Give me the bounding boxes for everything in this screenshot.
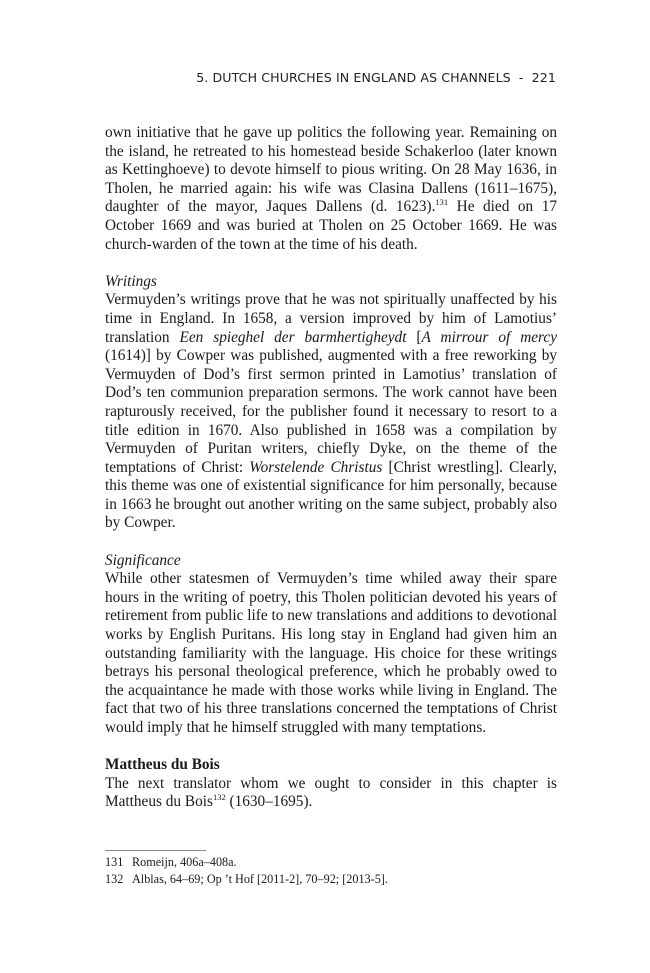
page-number: 221	[531, 70, 556, 85]
footnote-divider	[105, 850, 206, 851]
intro-paragraph	[105, 124, 557, 254]
running-header	[105, 70, 556, 85]
writings-text-1: Vermuyden’s writings prove that he was not spiritually unaffected by his time in England. In 1658, a version improved by him of Lamotius’ translation	[105, 291, 557, 346]
significance-paragraph: While other statesmen of Vermuyden’s time whiled away their spare hours in the writing of poetry, this Tholen politician devoted his years of retirement from public life to new translations and additions to devotional works by English Puritans. His long stay in England had given him an outstanding familiarity with the language. His choice for these writings betrays his personal theological preference, which he probably owed to the acquaintance he made with those works while living in England. The fact that two of his three translations concerned the temptations of Christ would imply that he himself struggled with many temptations.	[105, 570, 557, 736]
footnote-number: 131	[105, 855, 124, 869]
running-title: 5. DUTCH CHURCHES IN ENGLAND AS CHANNELS	[196, 70, 511, 85]
intro-text-2: He died on 17 October 1669 and was buried at Tholen on 25 October 1669. He was church-warden of the town at the time of his death.	[105, 198, 557, 253]
writings-paragraph	[105, 291, 557, 533]
writings-title-3: Worstelende Christus	[249, 458, 383, 476]
du-bois-text-2: (1630–1695).	[225, 793, 313, 811]
footnote-text: Romeijn, 406a–408a.	[132, 855, 237, 869]
writings-text-2: [	[406, 328, 422, 346]
du-bois-heading: Mattheus du Bois	[105, 756, 220, 774]
writings-title-1: Een spieghel der barmhertigheydt	[179, 328, 407, 346]
footnote	[105, 871, 557, 888]
footnote-ref-131[interactable]: 131	[435, 197, 449, 208]
du-bois-text-1: The next translator whom we ought to consider in this chapter is Mattheus du Bois	[105, 774, 557, 811]
footnote	[105, 854, 557, 871]
du-bois-paragraph	[105, 775, 557, 812]
body-text	[105, 124, 557, 812]
footnote-number: 132	[105, 871, 124, 886]
significance-heading: Significance	[105, 551, 181, 569]
footnote-text: Alblas, 64–69; Op ’t Hof [2011-2], 70–92; [2013-5].	[132, 871, 388, 886]
header-separator: -	[518, 70, 524, 85]
footnote-ref-132[interactable]: 132	[212, 792, 226, 803]
writings-heading: Writings	[105, 272, 157, 290]
footnotes	[105, 854, 557, 887]
writings-text-3: (1614)] by Cowper was published, augmented with a free reworking by Vermuyden of Dod’s first sermon printed in Lamotius’ translation of Dod’s ten communion preparation sermons. The work cannot have been rapturously received, for the publisher found it necessary to resort to a title edition in 1670. Also published in 1658 was a compilation by Vermuyden of Puritan writers, chiefly Dyke, on the theme of the temptations of Christ:	[105, 347, 557, 476]
intro-text-1: own initiative that he gave up politics the following year. Remaining on the island, he retreated to his homestead beside Schakerloo (later known as Kettinghoeve) to devote himself to pious writing. On 28 May 1636, in Tholen, he married again: his wife was Clasina Dallens (1611–1675), daughter of the mayor, Jaques Dallens (d. 1623).	[105, 124, 557, 216]
writings-text-4: [Christ wrestling]. Clearly, this theme was one of existential significance for him personally, because in 1663 he brought out another writing on the same subject, probably also by Cowper.	[105, 458, 557, 532]
writings-title-2: A mirrour of mercy	[421, 328, 557, 346]
